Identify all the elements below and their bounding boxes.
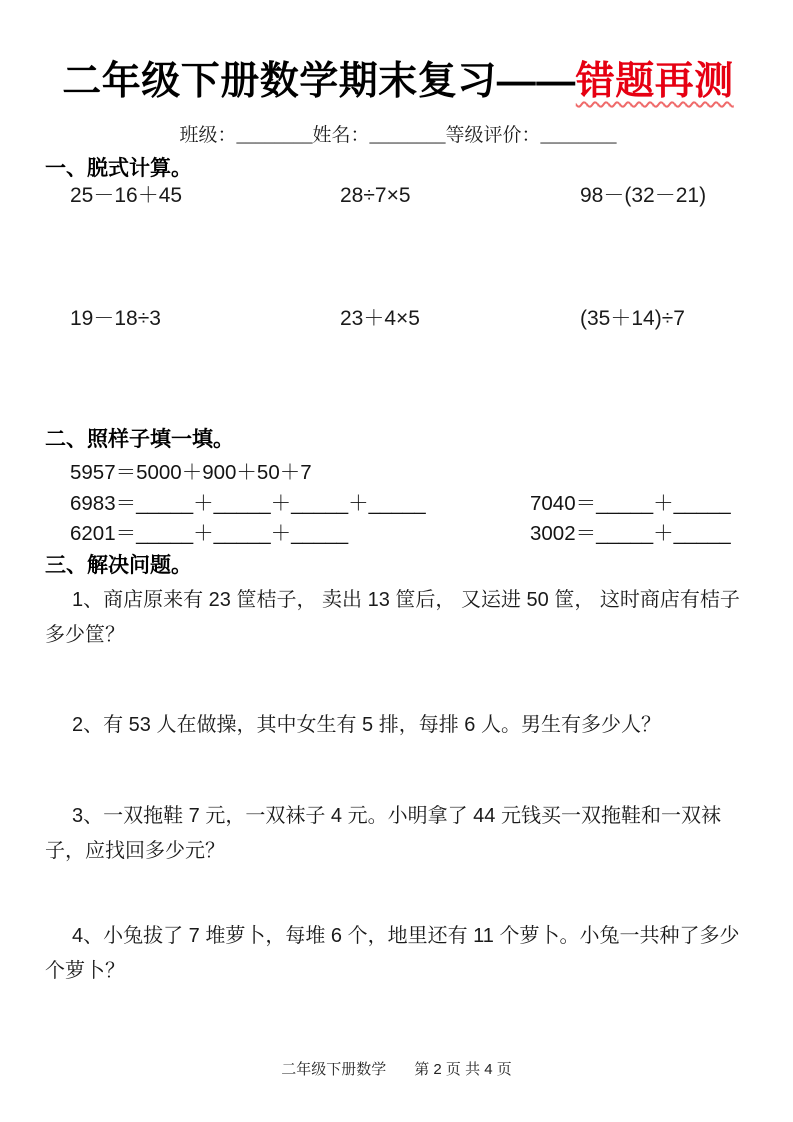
- section-2-heading: 二、照样子填一填。: [45, 428, 234, 451]
- section-3-heading: 三、解决问题。: [45, 554, 192, 577]
- section-1-heading: 一、脱式计算。: [45, 157, 192, 180]
- fill-row-2: [70, 522, 751, 546]
- page-title: [45, 0, 751, 106]
- student-info-line: [45, 120, 751, 147]
- grade-label: 等级评价：: [445, 125, 541, 146]
- page-title-red-highlight: 错题再测: [575, 60, 734, 103]
- name-label: 姓名：: [312, 125, 370, 146]
- fill-line-3002: 3002＝_____＋_____: [530, 522, 731, 545]
- calculation-row-2: [70, 307, 751, 331]
- expression-1-3: 98－(32－21): [580, 184, 707, 207]
- fill-line-6983: 6983＝_____＋_____＋_____＋_____: [70, 492, 426, 515]
- fill-row-1: [70, 492, 751, 516]
- word-problem-4: 4、小兔拔了 7 堆萝卜，每堆 6 个，地里还有 11 个萝卜。小兔一共种了多少个萝卜？: [45, 925, 740, 982]
- class-blank: ________: [236, 125, 313, 146]
- fill-line-7040: 7040＝_____＋_____: [530, 492, 731, 515]
- footer-page-number: 第 2 页 共 4 页: [414, 1061, 512, 1078]
- expression-2-1: 19－18÷3: [70, 307, 161, 330]
- name-blank: ________: [369, 125, 446, 146]
- expression-2-3: (35＋14)÷7: [580, 307, 685, 330]
- footer-book-title: 二年级下册数学: [281, 1061, 387, 1078]
- expression-1-2: 28÷7×5: [340, 184, 411, 207]
- page-footer: [0, 1058, 793, 1079]
- word-problem-2: 2、有 53 人在做操，其中女生有 5 排，每排 6 人。男生有多少人？: [72, 714, 661, 736]
- expression-2-2: 23＋4×5: [340, 307, 420, 330]
- page-title-black-text: 二年级下册数学期末复习——: [62, 60, 576, 103]
- word-problem-3: 3、一双拖鞋 7 元，一双袜子 4 元。小明拿了 44 元钱买一双拖鞋和一双袜子，应找回多少元？: [45, 805, 721, 862]
- word-problem-1: 1、商店原来有 23 筐桔子， 卖出 13 筐后， 又运进 50 筐， 这时商店有桔子多少筐？: [45, 589, 740, 646]
- fill-example-line: 5957＝5000＋900＋50＋7: [70, 461, 312, 484]
- grade-blank: ________: [540, 125, 617, 146]
- expression-1-1: 25－16＋45: [70, 184, 183, 207]
- class-label: 班级：: [179, 125, 237, 146]
- fill-line-6201: 6201＝_____＋_____＋_____: [70, 522, 349, 545]
- calculation-row-1: [70, 184, 751, 208]
